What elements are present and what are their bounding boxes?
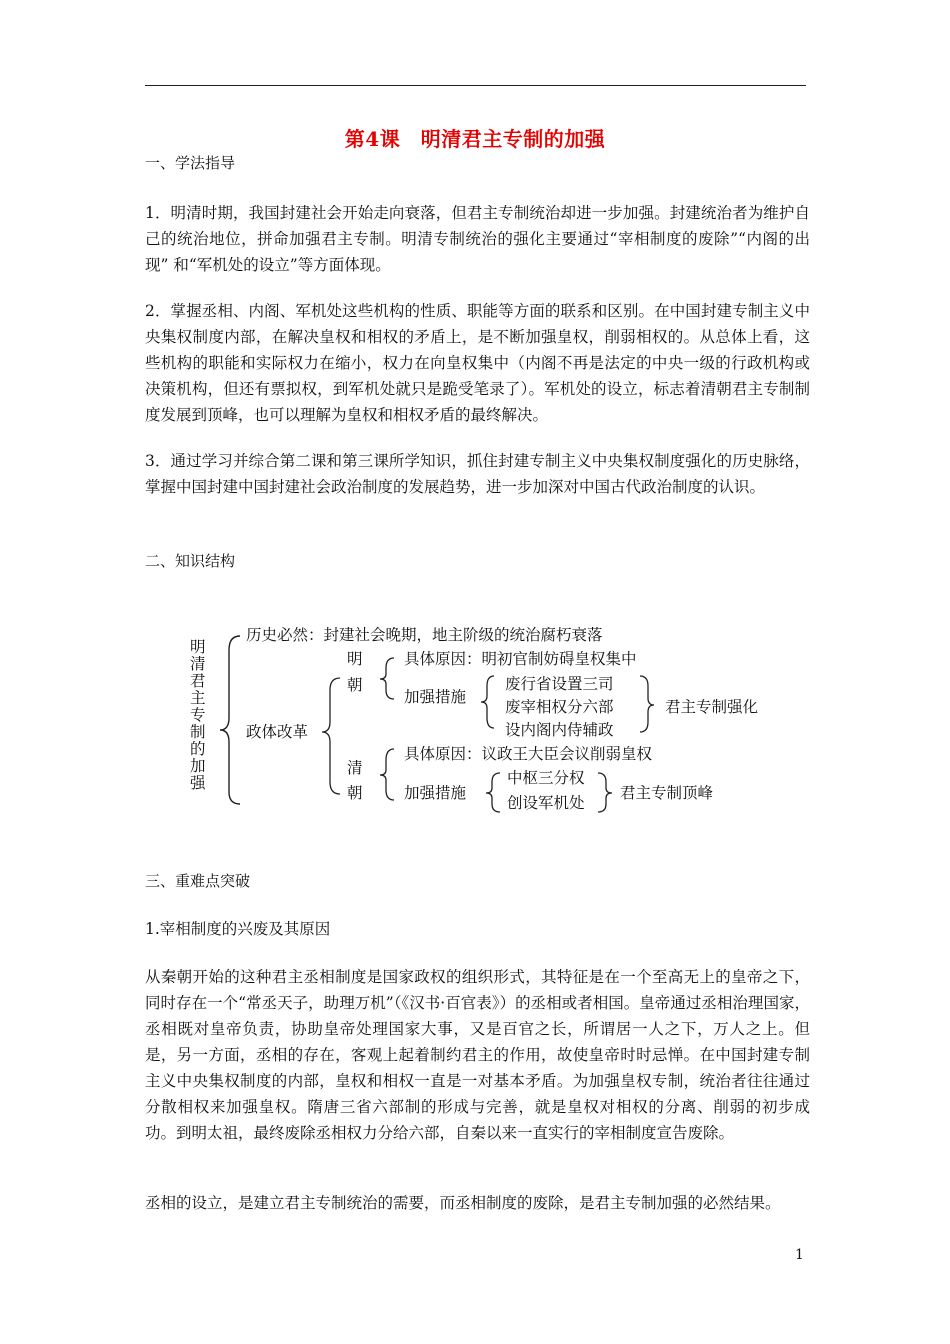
section1-paragraph-1: 1．明清时期，我国封建社会开始走向衰落，但君主专制统治却进一步加强。封建统治者为维护自己的统治地位，拼命加强君主专制。明清专制统治的强化主要通过“宰相制度的废除”“内阁的出现” 和“军机处的设立”等方面体现。: [145, 204, 810, 274]
root-char: 主: [190, 689, 206, 707]
ming-char: 朝: [347, 676, 363, 694]
root-char: 加: [190, 757, 206, 775]
section3-paragraph-1: 从秦朝开始的这种君主丞相制度是国家政权的组织形式，其特征是在一个至高无上的皇帝之下，同时存在一个“常丞天子，助理万机”（《汉书·百官表》）的丞相或者相国。皇帝通过丞相治理国家，丞相既对皇帝负责，协助皇帝处理国家大事，又是百官之长，所谓居一人之下，万人之上。但是，另一方面，丞相的存在，客观上起着制约君主的作用，故使皇帝时时忌惮。在中国封建专制主义中央集权制度的内部，皇权和相权一直是一对基本矛盾。为加强皇权专制，统治者往往通过分散相权来加强皇权。隋唐三省六部制的形成与完善，就是皇权对相权的分离、削弱的初步成功。到明太祖，最终废除丞相权力分给六部，自秦以来一直实行的宰相制度宣告废除。: [145, 968, 810, 1142]
root-char: 明: [190, 638, 206, 656]
root-char: 君: [190, 672, 206, 690]
root-char: 制: [190, 723, 206, 741]
ming-cause-text: 具体原因：明初官制妨碍皇权集中: [404, 650, 637, 668]
history-necessity-text: 历史必然：封建社会晚期，地主阶级的统治腐朽衰落: [246, 626, 603, 644]
ming-measure-item: 废宰相权分六部: [505, 698, 614, 716]
qing-measure-label: 加强措施: [404, 784, 467, 802]
qing-measure-brace: [486, 773, 500, 812]
ming-result-brace: [640, 676, 654, 732]
qing-measure-item: 创设军机处: [507, 794, 585, 812]
ming-measure-item: 设内阁内侍辅政: [505, 721, 614, 739]
qing-result-brace: [598, 773, 612, 812]
reform-label: 政体改革: [246, 723, 309, 741]
section3-subheading: 1.宰相制度的兴废及其原因: [145, 920, 331, 938]
ming-result-text: 君主专制强化: [665, 698, 759, 716]
root-char: 专: [190, 706, 206, 724]
ming-measure-label: 加强措施: [404, 688, 467, 706]
ming-measure-item: 废行省设置三司: [505, 675, 614, 693]
section1-paragraph-2: 2．掌握丞相、内阁、军机处这些机构的性质、职能等方面的联系和区别。在中国封建专制主义中央集权制度内部，在解决皇权和相权的矛盾上，是不断加强皇权，削弱相权的。从总体上看，这些机构的职能和实际权力在缩小，权力在向皇权集中（内阁不再是法定的中央一级的行政机构或决策机构，但还有票拟权，到军机处就只是跪受笔录了）。军机处的设立，标志着清朝君主专制制度发展到顶峰，也可以理解为皇权和相权矛盾的最终解决。: [145, 302, 810, 424]
root-char: 的: [190, 740, 206, 758]
qing-char: 朝: [347, 784, 363, 802]
ming-measure-brace: [481, 676, 494, 728]
page-number: 1: [795, 1247, 804, 1263]
section2-heading: 二、知识结构: [145, 552, 236, 570]
section1-heading: 一、学法指导: [145, 154, 236, 172]
root-brace: [220, 636, 240, 804]
qing-measure-item: 中枢三分权: [507, 769, 585, 787]
reform-brace: [322, 678, 340, 794]
qing-result-text: 君主专制顶峰: [620, 784, 714, 802]
ming-brace: [380, 658, 394, 699]
page-title: 第4课 明清君主专制的加强: [344, 127, 606, 151]
section3-heading: 三、重难点突破: [145, 872, 251, 890]
qing-cause-text: 具体原因：议政王大臣会议削弱皇权: [404, 745, 653, 763]
ming-char: 明: [347, 650, 363, 668]
section1-paragraph-3: 3．通过学习并综合第二课和第三课所学知识，抓住封建专制主义中央集权制度强化的历史脉络，掌握中国封建中国封建社会政治制度的发展趋势，进一步加深对中国古代政治制度的认识。: [145, 452, 810, 496]
section3-paragraph-2: 丞相的设立，是建立君主专制统治的需要，而丞相制度的废除，是君主专制加强的必然结果。: [145, 1194, 781, 1212]
root-char: 强: [190, 774, 206, 792]
qing-char: 清: [347, 759, 363, 777]
root-char: 清: [190, 655, 206, 673]
qing-brace: [380, 749, 394, 800]
